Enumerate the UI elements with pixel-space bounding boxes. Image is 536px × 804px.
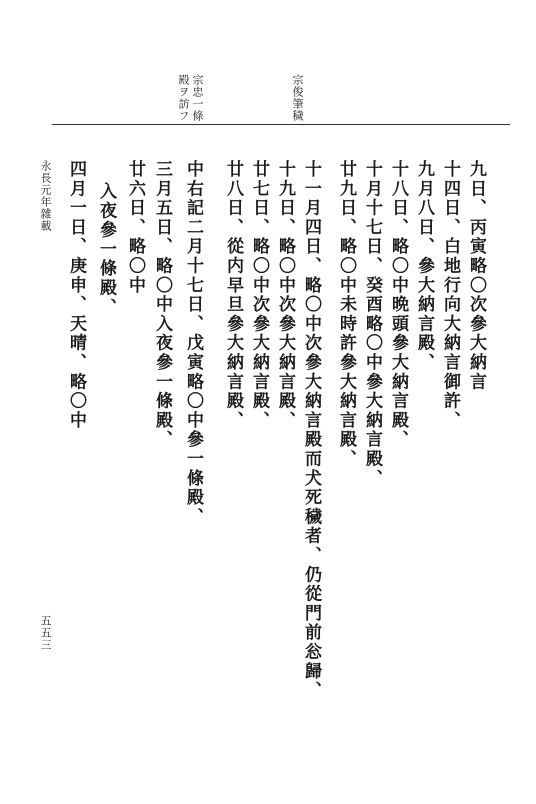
text-column-13: 廿六日、略〇中 bbox=[125, 160, 145, 296]
margin-note-line-2: 殿ヲ訪フ bbox=[177, 74, 190, 122]
text-column-15: 四月一日、庚申、天晴、略〇中 bbox=[66, 160, 86, 431]
header-rule bbox=[52, 124, 510, 125]
text-column-11: 中右記二月十七日、戊寅略〇中參一條殿、 bbox=[183, 160, 203, 527]
running-title: 宗俊筆穢 bbox=[291, 74, 304, 122]
text-column-12: 三月五日、略〇中入夜參一條殿、 bbox=[152, 160, 172, 450]
text-column-7: 十一月四日、略〇中次參大納言殿而犬死穢者、仍從門前忩歸、 bbox=[301, 160, 321, 701]
text-column-14: 入夜參一條殿、 bbox=[96, 182, 116, 318]
text-column-8: 十九日、略〇中次參大納言殿、 bbox=[275, 160, 295, 431]
era-title: 永長元年雜載 bbox=[39, 160, 52, 232]
text-column-1: 九日、丙寅略〇次參大納言 bbox=[466, 160, 486, 392]
text-column-2: 十四日、白地行向大納言御許、 bbox=[440, 160, 460, 431]
text-column-10: 廿八日、從内早旦參大納言殿、 bbox=[223, 160, 243, 431]
text-column-3: 九月八日、參大納言殿、 bbox=[414, 160, 434, 373]
text-column-4: 十八日、略〇中晩頭參大納言殿、 bbox=[388, 160, 408, 450]
margin-note-line-1: 宗忠一條 bbox=[191, 74, 204, 122]
text-column-9: 廿七日、略〇中次參大納言殿、 bbox=[249, 160, 269, 431]
text-column-5: 十月十七日、癸酉略〇中參大納言殿、 bbox=[362, 160, 382, 489]
text-column-6: 廿九日、略〇中未時許參大納言殿、 bbox=[336, 160, 356, 469]
page-number: 五五三 bbox=[39, 615, 52, 651]
